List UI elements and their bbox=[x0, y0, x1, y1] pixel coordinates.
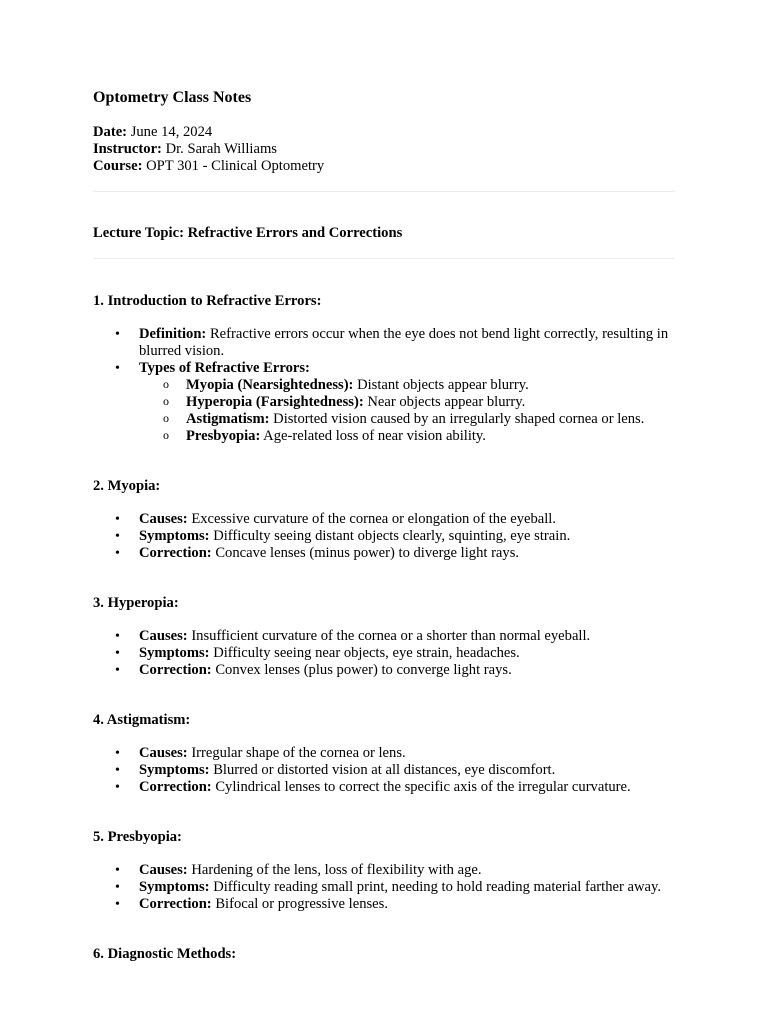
section-heading: 6. Diagnostic Methods: bbox=[93, 946, 237, 962]
bullet-list bbox=[93, 862, 675, 913]
section-heading: 1. Introduction to Refractive Errors: bbox=[93, 293, 322, 309]
item-label: Symptoms: bbox=[139, 645, 210, 661]
item-label: Presbyopia: bbox=[186, 428, 261, 444]
item-text: Insufficient curvature of the cornea or a shorter than normal eyeball. bbox=[191, 628, 591, 644]
item-label: Symptoms: bbox=[139, 528, 210, 544]
item-label: Correction: bbox=[139, 545, 212, 561]
item-text: Distorted vision caused by an irregularly shaped cornea or lens. bbox=[273, 411, 645, 427]
item-text: Difficulty seeing near objects, eye strain, headaches. bbox=[213, 645, 520, 661]
sub-list-item bbox=[186, 411, 675, 428]
item-text: Difficulty seeing distant objects clearly, squinting, eye strain. bbox=[213, 528, 571, 544]
list-item bbox=[139, 745, 675, 762]
list-item bbox=[139, 360, 675, 445]
bullet-list bbox=[93, 326, 675, 445]
list-item bbox=[139, 879, 675, 896]
meta-label: Date: bbox=[93, 124, 128, 140]
item-label: Correction: bbox=[139, 896, 212, 912]
section-heading: 2. Myopia: bbox=[93, 478, 161, 494]
divider bbox=[93, 258, 675, 259]
item-text: Excessive curvature of the cornea or elongation of the eyeball. bbox=[191, 511, 556, 527]
item-label: Correction: bbox=[139, 779, 212, 795]
lecture-topic: Lecture Topic: Refractive Errors and Corrections bbox=[93, 225, 403, 241]
meta-instructor bbox=[93, 141, 675, 158]
sub-list-item bbox=[186, 394, 675, 411]
item-label: Types of Refractive Errors: bbox=[139, 360, 310, 376]
item-label: Symptoms: bbox=[139, 762, 210, 778]
item-text: Hardening of the lens, loss of flexibility with age. bbox=[191, 862, 482, 878]
item-label: Causes: bbox=[139, 511, 188, 527]
notes-body bbox=[93, 89, 675, 963]
item-text: Difficulty reading small print, needing to hold reading material farther away. bbox=[213, 879, 661, 895]
item-label: Causes: bbox=[139, 628, 188, 644]
item-text: Near objects appear blurry. bbox=[367, 394, 526, 410]
list-item bbox=[139, 862, 675, 879]
item-text: Convex lenses (plus power) to converge light rays. bbox=[215, 662, 512, 678]
section-heading: 5. Presbyopia: bbox=[93, 829, 182, 845]
sub-list-item bbox=[186, 377, 675, 394]
item-label: Myopia (Nearsightedness): bbox=[186, 377, 354, 393]
divider bbox=[93, 191, 675, 192]
page-title: Optometry Class Notes bbox=[93, 89, 252, 106]
meta-value: OPT 301 - Clinical Optometry bbox=[146, 158, 325, 174]
list-item bbox=[139, 779, 675, 796]
item-text: Cylindrical lenses to correct the specific axis of the irregular curvature. bbox=[215, 779, 631, 795]
sub-list bbox=[139, 377, 675, 445]
bullet-list bbox=[93, 745, 675, 796]
item-label: Correction: bbox=[139, 662, 212, 678]
bullet-list bbox=[93, 511, 675, 562]
item-label: Causes: bbox=[139, 862, 188, 878]
section-heading: 3. Hyperopia: bbox=[93, 595, 179, 611]
item-text: Blurred or distorted vision at all distances, eye discomfort. bbox=[213, 762, 556, 778]
list-item bbox=[139, 645, 675, 662]
list-item bbox=[139, 326, 675, 360]
item-label: Hyperopia (Farsightedness): bbox=[186, 394, 364, 410]
item-text: Bifocal or progressive lenses. bbox=[215, 896, 388, 912]
item-label: Definition: bbox=[139, 326, 207, 342]
list-item bbox=[139, 511, 675, 528]
item-text: Distant objects appear blurry. bbox=[357, 377, 529, 393]
item-label: Symptoms: bbox=[139, 879, 210, 895]
item-label: Astigmatism: bbox=[186, 411, 270, 427]
list-item bbox=[139, 528, 675, 545]
list-item bbox=[139, 896, 675, 913]
meta-label: Course: bbox=[93, 158, 143, 174]
item-text: Age-related loss of near vision ability. bbox=[263, 428, 486, 444]
meta-course bbox=[93, 158, 675, 175]
list-item bbox=[139, 545, 675, 562]
item-text: Refractive errors occur when the eye does not bend light correctly, resulting in blurred vision. bbox=[139, 326, 669, 359]
bullet-list bbox=[93, 628, 675, 679]
list-item bbox=[139, 628, 675, 645]
list-item bbox=[139, 662, 675, 679]
section-heading: 4. Astigmatism: bbox=[93, 712, 191, 728]
meta-value: Dr. Sarah Williams bbox=[165, 141, 277, 157]
item-text: Concave lenses (minus power) to diverge light rays. bbox=[215, 545, 520, 561]
meta-date bbox=[93, 124, 675, 141]
document-meta bbox=[93, 124, 675, 175]
meta-label: Instructor: bbox=[93, 141, 162, 157]
sub-list-item bbox=[186, 428, 675, 445]
item-label: Causes: bbox=[139, 745, 188, 761]
meta-value: June 14, 2024 bbox=[130, 124, 213, 140]
item-text: Irregular shape of the cornea or lens. bbox=[191, 745, 406, 761]
list-item bbox=[139, 762, 675, 779]
